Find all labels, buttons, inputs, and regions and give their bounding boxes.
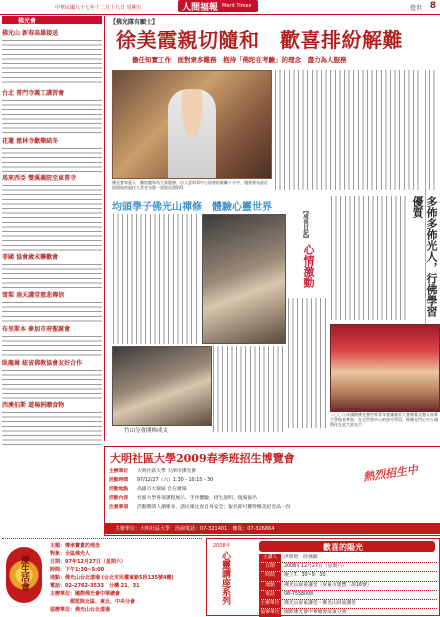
newspaper-logo <box>178 0 258 12</box>
banner-title: 大明社區大學2009春季班招生博覽會 <box>110 452 295 465</box>
bl-line: 協辦單位：佛光山台北道場 <box>50 607 111 613</box>
sidebar-item-title: 花蓮 慈林寺歡樂結冬 <box>2 138 59 145</box>
br-row-value: 國際佛光會中華總會屏東分會 <box>284 610 347 616</box>
sidebar-item-body <box>2 301 102 323</box>
bl-line: 地點：佛光山台北道場 (台北市民權東路5段135號4樓) <box>50 575 174 581</box>
column-divider <box>104 16 105 441</box>
br-vertical-title: 心靈講座系列 <box>220 551 230 605</box>
br-row-key: 主辦單位 <box>259 600 281 608</box>
br-rows <box>259 554 437 617</box>
sidebar-item-body <box>2 369 102 399</box>
br-row-key: 電話 <box>259 591 281 599</box>
right-story-body <box>330 196 408 320</box>
stamp-text: 慶生活會 <box>19 555 29 591</box>
banner-row <box>109 467 359 476</box>
column-box <box>287 208 327 434</box>
banner-contact: 主辦單位：大明社區大學 洽詢電話：07-321401 傳真：07-326864 <box>115 526 275 532</box>
sidebar-tag <box>2 16 102 24</box>
feature-photo <box>202 214 286 344</box>
sidebar-item-title: 布里斯本 參加市府聖誕會 <box>2 326 71 333</box>
br-row-value: 08-7558008 <box>284 591 314 597</box>
right-vertical-headline: 多佈多佈光人，行佛學習優質 <box>411 196 438 317</box>
br-row <box>259 591 437 600</box>
sidebar-item-title: 菲國 協會歲末聯歡會 <box>2 254 59 261</box>
bottom-left-stamp <box>4 545 46 607</box>
sidebar-item <box>2 290 102 323</box>
sidebar-item-title: 台北 普門寺義工講習會 <box>2 90 65 97</box>
bl-line: 電話：02-2762-3533 分機 21、31 <box>50 583 140 589</box>
feature-body-2 <box>212 346 284 432</box>
sidebar-item <box>2 28 102 84</box>
br-row <box>259 563 437 572</box>
sidebar-item <box>2 400 102 447</box>
sidebar-item <box>2 173 102 252</box>
br-row-key: 地點 <box>259 582 281 590</box>
photo-figure <box>168 89 216 178</box>
lead-body <box>274 70 420 190</box>
lead-headline: 徐美霞親切隨和 歡喜排紛解難 <box>116 28 403 52</box>
feature-body <box>112 214 200 344</box>
banner-row-key: 活動地點 <box>109 487 129 492</box>
sidebar-item-title: 馬來西亞 雙溪義院至東普寺 <box>2 175 77 182</box>
sidebar-item-title: 西澳伯斯 道場捐贈食物 <box>2 402 65 409</box>
bl-line: 主題：傳承寶貴的理念 <box>50 543 101 549</box>
logo-text: 人間福報 <box>182 3 219 13</box>
feature-photo-small <box>112 346 212 426</box>
sidebar-item <box>2 358 102 399</box>
sidebar-item <box>2 252 102 289</box>
br-row-key: 日期 <box>259 563 281 571</box>
banner-stamp: 熱烈招生中 <box>362 463 419 484</box>
br-row-key: 主講人 <box>259 554 281 562</box>
banner-row-value: 活動期間人潮眾多，請民眾注意自身安全；報名即可獲得精美紀念品一份 <box>137 505 291 510</box>
bl-line: 日期：97年12月27日（星期六） <box>50 559 126 565</box>
right-photo <box>330 324 440 412</box>
right-photo-caption: 二〇〇八年國際佛光會世界青年會議會員大會開幕式邀人南華大學校長參加，在全世界中心的部分學員，經佛光門心中人國際化在此大放光芒 <box>330 412 438 427</box>
banner-rows <box>109 467 359 512</box>
banner-contact-bar <box>105 523 440 534</box>
br-row-key: 協辦單位 <box>259 609 281 617</box>
lead-photo <box>112 70 272 179</box>
sidebar-item-body <box>2 39 102 84</box>
br-row <box>259 554 437 563</box>
section-label: 覺世 <box>409 5 422 12</box>
banner-row <box>109 476 359 485</box>
br-row-value: 2008年12月27日（星期六） <box>284 564 347 570</box>
br-row <box>259 600 437 609</box>
br-row-value: 佛光山屏東講堂・佛光山屏東講堂 <box>284 601 356 607</box>
page-number: 8 <box>429 1 436 11</box>
banner-row-key: 活動時間 <box>109 478 129 483</box>
sidebar-item-title: 雪梨 南天講堂慈悲傳信 <box>2 292 65 299</box>
lead-subhead: 擔任知實工作 面對衆多難務 抱持「佛陀在考驗」的理念 盡力為人服務 <box>132 56 347 64</box>
right-body-column <box>428 70 438 190</box>
banner-row-key: 注意事項 <box>109 505 129 510</box>
bl-line: 都監院北區、東北、中央分會 <box>70 599 136 605</box>
banner-row <box>109 485 359 494</box>
column-label: 【成長日記】 <box>302 208 308 241</box>
sidebar-item-title: 佛光山 新春高雄接送 <box>2 30 59 37</box>
br-row-value: 佛光山屏東講堂（屏東市建豐二街16號） <box>284 582 372 588</box>
br-row <box>259 609 437 617</box>
sidebar-item-body <box>2 263 102 289</box>
feature-headline: 均頭學子佛光山禪修 體驗心靈世界 <box>112 202 272 213</box>
sidebar-item-body <box>2 411 102 447</box>
sidebar-item <box>2 136 102 173</box>
sidebar-item-body <box>2 99 102 135</box>
banner-row-value: 大明社區大學 天津市佛光會 <box>137 469 197 474</box>
br-row <box>259 582 437 591</box>
bottom-left-box <box>2 538 202 615</box>
banner-row-value: 高雄市大寮區 自在廣場 <box>137 487 187 492</box>
banner-row-key: 活動內容 <box>109 496 129 501</box>
banner-row-value: 97/12/27（六）1:30 - 10:15 - 30 <box>137 478 214 483</box>
bl-line: 時間：下午1:30~5:00 <box>50 567 105 573</box>
bottom-right-box <box>206 538 440 616</box>
br-row <box>259 572 437 581</box>
lead-tag-label: 佛光隊有願士 <box>116 19 153 26</box>
feature-photo-caption: 竹山分會開佈成支 <box>124 428 169 434</box>
sidebar-item <box>2 88 102 135</box>
sidebar-item-title: 臥龍崗 紐省佛教協會友好合作 <box>2 360 83 367</box>
banner-row <box>109 503 359 512</box>
br-row-key: 時間 <box>259 572 281 580</box>
bl-line: 對象：全區佛光人 <box>50 551 91 557</box>
sidebar-item-body <box>2 147 102 173</box>
br-row-value: 晚上7：30~9：30 <box>284 573 326 579</box>
sidebar-tag-label: 佛光會 <box>18 18 37 25</box>
masthead <box>0 0 440 15</box>
bl-line: 主辦單位：國際佛光會中華總會 <box>50 591 121 597</box>
banner-row-key: 主辦單位 <box>109 469 129 474</box>
lead-tag: 【佛光隊有願士】 <box>110 19 159 26</box>
br-title-bar <box>259 541 435 552</box>
column-title: 心情激動 <box>302 244 315 288</box>
sidebar-item-body <box>2 335 102 357</box>
bottom-left-lines <box>50 542 200 614</box>
banner-row <box>109 494 359 503</box>
sidebar-item-body <box>2 184 102 252</box>
br-year: 2008年 <box>213 543 231 549</box>
issue-date: 中華民國九十七年十二月十九日 星期五 <box>55 5 142 11</box>
lead-photo-caption: 佛光會知賓人 團結隨和為大家服務，出人意料事中心協會的鼓勵十分中，遇到發布最近面開始的過往人者老布服一重視而發則Q <box>112 180 268 190</box>
sidebar-item <box>2 324 102 357</box>
promo-banner <box>104 446 440 536</box>
logo-en: Merit Times <box>222 3 252 9</box>
br-row-value: 洪明智 陸強師 <box>284 555 318 560</box>
banner-row-value: 社區大學各項課程展示、手作體驗、招生說明、現場報名 <box>137 496 257 501</box>
br-title: 歡喜的陽光 <box>323 543 363 552</box>
sidebar <box>2 16 102 446</box>
column-body <box>287 298 327 428</box>
